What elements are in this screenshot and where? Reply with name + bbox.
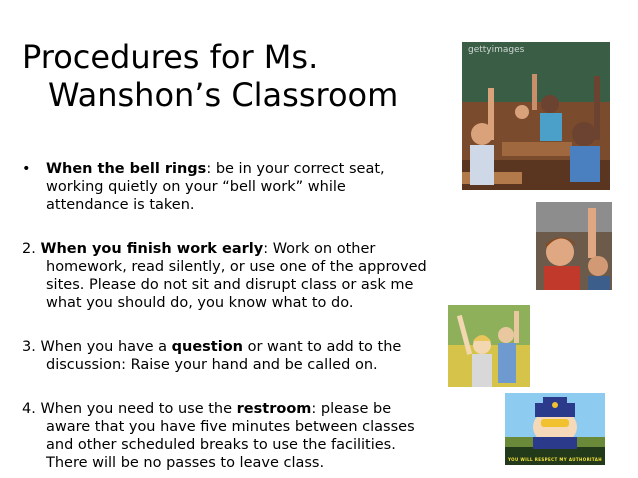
title-line-1: Procedures for Ms. [22,38,319,76]
cartoon-authority-image [505,393,605,465]
procedure-item-3 [22,338,432,374]
item-3-number: 3. [22,339,36,355]
item-3-pre: When you have a [40,339,172,355]
getty-watermark: gettyimages [468,45,525,55]
page-title [22,38,442,114]
procedure-item-2 [22,240,432,312]
procedure-item-1 [22,160,432,214]
item-4-number: 4. [22,401,36,417]
item-4-text: : please be aware that you have five minutes between classes and other scheduled breaks to use the facilities. There will be no passes to leave class. [46,401,415,471]
item-4-pre: When you need to use the [40,401,237,417]
procedure-item-4 [22,400,432,472]
item-4-bold: restroom [236,401,312,417]
bullet-marker: • [22,161,31,177]
student-raising-hand-photo [536,202,612,290]
title-line-2: Wanshon’s Classroom [48,76,399,114]
cartoon-caption: YOU WILL RESPECT MY AUTHORITAH [508,457,602,462]
procedure-list [22,160,432,472]
children-raising-arms-photo [448,305,530,387]
item-2-number: 2. [22,241,36,257]
item-1-bold: When the bell rings [46,161,207,177]
item-1-text: : be in your correct seat, working quietly on your “bell work” while attendance is taken. [46,161,385,213]
item-2-bold: When you finish work early [40,241,264,257]
item-3-text: or want to add to the discussion: Raise your hand and be called on. [46,339,402,373]
classroom-photo [462,42,610,190]
item-2-text: : Work on other homework, read silently, or use one of the approved sites. Please do not sit and disrupt class or ask me what you should do, you know what to do. [46,241,427,311]
item-3-bold: question [171,339,243,355]
